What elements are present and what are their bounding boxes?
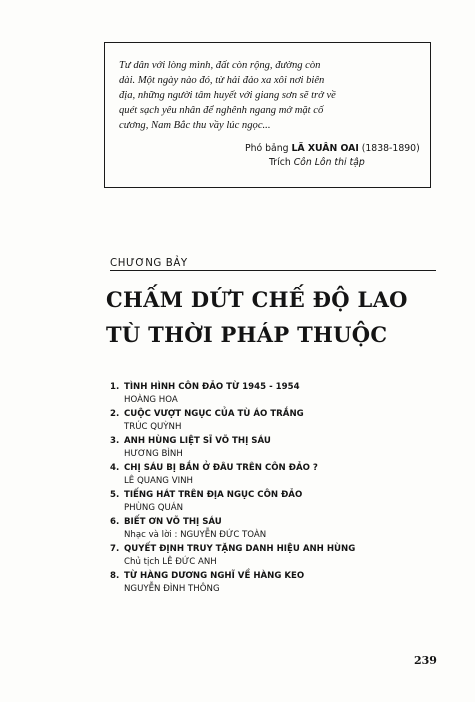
source-title: Côn Lôn thi tập bbox=[293, 157, 365, 168]
toc-item-title: ANH HÙNG LIỆT SĨ VÕ THỊ SÁU bbox=[124, 436, 271, 446]
toc-item-title: TỪ HÀNG DƯƠNG NGHĨ VỀ HÀNG KEO bbox=[124, 571, 305, 581]
toc-item-number: 2. bbox=[110, 409, 120, 419]
attribution-name: LÃ XUÂN OAI bbox=[291, 143, 359, 154]
epigraph-line: dài. Một ngày nào đó, từ hải đảo xa xôi nơi biên bbox=[119, 75, 325, 86]
toc-item-number: 5. bbox=[110, 490, 120, 500]
epigraph-line: địa, những người tâm huyết với giang sơn sẽ trở về bbox=[119, 90, 336, 101]
toc-item-author: LÊ QUANG VINH bbox=[124, 476, 194, 486]
chapter-title-line: CHẤM DỨT CHẾ ĐỘ LAO bbox=[106, 287, 408, 312]
page-number: 239 bbox=[414, 654, 437, 667]
toc-item-number: 1. bbox=[110, 382, 120, 392]
toc-item-number: 4. bbox=[110, 463, 120, 473]
attribution-prefix: Phó bảng bbox=[245, 143, 292, 154]
toc-item-author: Nhạc và lời : NGUYỄN ĐỨC TOÀN bbox=[124, 530, 267, 540]
chapter-label: CHƯƠNG BẢY bbox=[110, 258, 188, 269]
attribution-years: (1838-1890) bbox=[358, 143, 420, 154]
toc-item-title: TÌNH HÌNH CÔN ĐẢO TỪ 1945 - 1954 bbox=[124, 382, 300, 392]
chapter-title-line: TÙ THỜI PHÁP THUỘC bbox=[106, 322, 388, 347]
epigraph-line: Tư dân với lòng mình, đất còn rộng, đường còn bbox=[119, 60, 321, 71]
toc-item-author: HOÀNG HOA bbox=[124, 395, 178, 405]
epigraph-line: cương, Nam Bắc thu vầy lúc ngọc... bbox=[119, 120, 271, 131]
toc-item-title: BIẾT ƠN VÕ THỊ SÁU bbox=[124, 517, 222, 527]
toc-item-number: 6. bbox=[110, 517, 120, 527]
toc-item-number: 7. bbox=[110, 544, 120, 554]
toc-item-author: PHÙNG QUÁN bbox=[124, 503, 184, 513]
toc-item-number: 8. bbox=[110, 571, 120, 581]
toc-item-title: QUYẾT ĐỊNH TRUY TẶNG DANH HIỆU ANH HÙNG bbox=[124, 544, 356, 554]
epigraph-line: quét sạch yêu nhân để nghênh ngang mở mặt cố bbox=[119, 105, 324, 116]
toc-item-author: HƯƠNG BÌNH bbox=[124, 449, 183, 459]
toc-item-author: NGUYỄN ĐÌNH THÔNG bbox=[124, 584, 220, 594]
toc-item-number: 3. bbox=[110, 436, 120, 446]
source-prefix: Trích bbox=[269, 157, 294, 168]
toc-item-title: CUỘC VƯỢT NGỤC CỦA TÙ ÁO TRẮNG bbox=[124, 409, 304, 419]
toc-item-author: Chủ tịch LÊ ĐỨC ANH bbox=[124, 557, 217, 567]
toc-item-title: TIẾNG HÁT TRÊN ĐỊA NGỤC CÔN ĐẢO bbox=[124, 490, 303, 500]
toc-item-author: TRÚC QUỲNH bbox=[124, 422, 182, 432]
toc-item-title: CHỊ SÁU BỊ BẮN Ở ĐÂU TRÊN CÔN ĐẢO ? bbox=[124, 463, 318, 473]
